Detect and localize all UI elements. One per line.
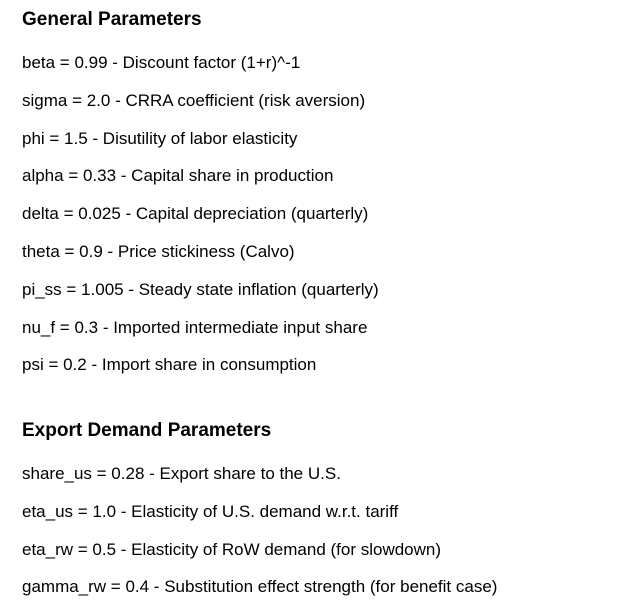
param-theta: theta = 0.9 - Price stickiness (Calvo) — [22, 241, 295, 261]
param-pi-ss: pi_ss = 1.005 - Steady state inflation (quarterly) — [22, 279, 379, 299]
param-beta: beta = 0.99 - Discount factor (1+r)^-1 — [22, 53, 301, 72]
param-psi: psi = 0.2 - Import share in consumption — [22, 355, 317, 375]
param-delta: delta = 0.025 - Capital depreciation (quarterly) — [22, 204, 369, 224]
param-nu-f: nu_f = 0.3 - Imported intermediate input share — [22, 317, 368, 337]
export-demand-parameters-heading: Export Demand Parameters — [22, 420, 272, 441]
param-phi: phi = 1.5 - Disutility of labor elasticity — [22, 128, 298, 148]
param-share-us: share_us = 0.28 - Export share to the U.S. — [22, 464, 341, 483]
general-parameters-list — [22, 51, 379, 391]
param-eta-us: eta_us = 1.0 - Elasticity of U.S. demand w.r.t. tariff — [22, 501, 399, 521]
param-alpha: alpha = 0.33 - Capital share in production — [22, 166, 334, 186]
param-eta-rw: eta_rw = 0.5 - Elasticity of RoW demand (for slowdown) — [22, 539, 442, 559]
param-sigma: sigma = 2.0 - CRRA coefficient (risk aversion) — [22, 90, 366, 110]
param-gamma-rw: gamma_rw = 0.4 - Substitution effect strength (for benefit case) — [22, 577, 498, 597]
export-demand-parameters-list — [22, 462, 497, 613]
general-parameters-heading: General Parameters — [22, 9, 202, 30]
